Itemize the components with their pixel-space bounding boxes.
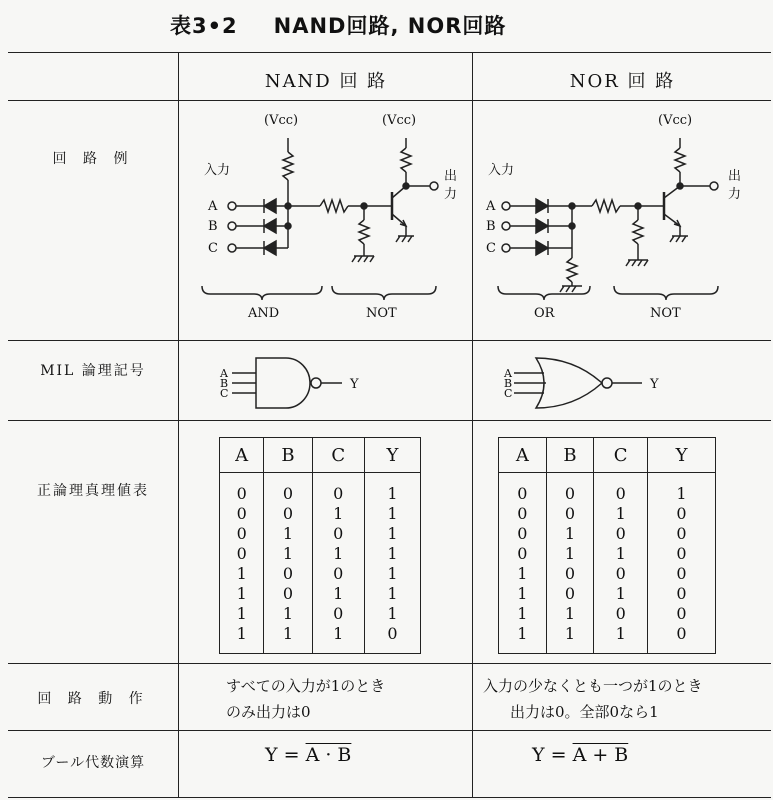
- nand-cell: 0: [312, 523, 364, 543]
- table-border-bottom: [8, 797, 771, 798]
- nand-output-cell: 0: [364, 623, 420, 654]
- nand-output-cell: 1: [364, 503, 420, 523]
- row-label-mil: MIL 論理記号: [40, 363, 146, 379]
- base-resistor-icon: [359, 220, 369, 244]
- nor-output-cell: 1: [648, 473, 716, 504]
- nor-cell: 0: [546, 503, 594, 523]
- table-row: [220, 523, 421, 543]
- nand-output-cell: 1: [364, 543, 420, 563]
- nor-input-a-terminal: [502, 202, 510, 210]
- nand-cell: 1: [264, 623, 312, 654]
- nor-cell: 1: [546, 523, 594, 543]
- nand-operation-line-2: のみ出力は0: [226, 703, 311, 721]
- nor-cell: 0: [499, 503, 547, 523]
- nand-symbol-c: C: [220, 387, 229, 400]
- nor-input-a-label: A: [486, 199, 496, 214]
- diode-b-icon: [264, 219, 276, 233]
- nand-column-header: NAND 回 路: [264, 71, 388, 92]
- nand-input-label: 入力: [204, 163, 231, 178]
- nand-cell: 0: [220, 473, 264, 504]
- nand-cell: 1: [220, 623, 264, 654]
- nor-boolean-lhs: Y =: [532, 744, 567, 766]
- nor-not-brace: [614, 286, 718, 300]
- table-row: [220, 473, 421, 504]
- row-label-truth: 正論理真理値表: [37, 483, 149, 499]
- table-border-top: [8, 52, 771, 53]
- nand-symbol-b: B: [220, 377, 229, 390]
- nor-output-cell: 0: [648, 583, 716, 603]
- nor-output-label-1: 出: [728, 169, 742, 184]
- nor-cell: 1: [499, 623, 547, 654]
- nand-output-cell: 1: [364, 523, 420, 543]
- nor-base-resistor-icon: [633, 220, 643, 244]
- collector-resistor-icon: [401, 148, 411, 172]
- nor-cell: 1: [546, 543, 594, 563]
- nor-header-b: B: [546, 438, 594, 473]
- nand-output-label-2: 力: [444, 187, 458, 202]
- nand-cell: 1: [312, 503, 364, 523]
- nand-operation-line-1: すべての入力が1のとき: [226, 677, 386, 695]
- nor-or-label: OR: [534, 306, 555, 321]
- nand-output-cell: 1: [364, 473, 420, 504]
- table-row: [499, 563, 716, 583]
- nand-cell: 1: [220, 603, 264, 623]
- nor-output-cell: 0: [648, 543, 716, 563]
- table-title: [170, 10, 506, 40]
- nor-output-cell: 0: [648, 603, 716, 623]
- nand-cell: 0: [264, 473, 312, 504]
- nand-input-c-terminal: [228, 244, 236, 252]
- nor-truth-table: [498, 437, 716, 654]
- nor-gate-symbol: [474, 342, 771, 418]
- nand-gate-body-icon: [256, 358, 310, 408]
- table-row: [499, 503, 716, 523]
- table-row: [499, 583, 716, 603]
- nor-input-c-label: C: [486, 241, 496, 256]
- nor-vcc: (Vcc): [658, 113, 693, 128]
- nand-output-label-1: 出: [444, 169, 458, 184]
- nand-symbol-y: Y: [350, 377, 359, 392]
- col-divider-1: [178, 52, 179, 798]
- nor-cell: 1: [594, 543, 648, 563]
- nor-header-a: A: [499, 438, 547, 473]
- nand-cell: 0: [220, 503, 264, 523]
- table-row: [220, 563, 421, 583]
- nand-gate-symbol: [180, 342, 472, 418]
- pullup-resistor-icon: [283, 152, 293, 180]
- nor-symbol-b: B: [504, 377, 513, 390]
- nand-input-a-label: A: [208, 199, 218, 214]
- nor-diode-a-icon: [536, 199, 548, 213]
- nand-vcc-right: (Vcc): [382, 113, 417, 128]
- row-divider-3: [8, 663, 771, 664]
- nor-cell: 0: [499, 523, 547, 543]
- and-brace: [202, 286, 322, 300]
- nor-output-cell: 0: [648, 523, 716, 543]
- table-row: [220, 603, 421, 623]
- row-label-operation: 回 路 動 作: [37, 691, 149, 707]
- nor-boolean: [532, 744, 628, 766]
- nand-cell: 0: [220, 543, 264, 563]
- table-row: [220, 503, 421, 523]
- nor-cell: 0: [546, 583, 594, 603]
- nand-output-terminal: [430, 182, 438, 190]
- nor-pulldown-resistor-icon: [567, 258, 577, 282]
- nor-diode-b-icon: [536, 219, 548, 233]
- nand-cell: 0: [312, 563, 364, 583]
- nor-cell: 0: [546, 563, 594, 583]
- nor-input-label: 入力: [488, 163, 515, 178]
- nor-output-terminal: [710, 182, 718, 190]
- nor-cell: 1: [499, 603, 547, 623]
- nor-input-c-terminal: [502, 244, 510, 252]
- nand-truth-table: [219, 437, 421, 654]
- nor-cell: 1: [546, 623, 594, 654]
- nor-diode-c-icon: [536, 241, 548, 255]
- nand-cell: 1: [312, 623, 364, 654]
- nand-cell: 1: [220, 563, 264, 583]
- diode-a-icon: [264, 199, 276, 213]
- nor-input-b-label: B: [486, 219, 496, 234]
- nand-cell: 0: [264, 583, 312, 603]
- nor-symbol-c: C: [504, 387, 513, 400]
- nor-symbol-a: A: [504, 367, 512, 380]
- nor-input-b-terminal: [502, 222, 510, 230]
- or-brace: [498, 286, 590, 300]
- nand-cell: 0: [220, 523, 264, 543]
- nor-cell: 1: [594, 583, 648, 603]
- nand-cell: 0: [264, 563, 312, 583]
- nor-boolean-rhs: A + B: [572, 744, 629, 766]
- nor-cell: 0: [499, 473, 547, 504]
- nand-header-b: B: [264, 438, 312, 473]
- nor-output-cell: 0: [648, 623, 716, 654]
- table-row: [499, 623, 716, 654]
- table-row: [499, 543, 716, 563]
- nor-output-label-2: 力: [728, 187, 742, 202]
- table-row: [499, 473, 716, 504]
- nor-cell: 0: [594, 473, 648, 504]
- nor-operation-line-2: 出力は0。全部0なら1: [510, 703, 659, 721]
- nand-header-a: A: [220, 438, 264, 473]
- nand-cell: 0: [312, 473, 364, 504]
- nand-not-label: NOT: [366, 306, 397, 321]
- diode-c-icon: [264, 241, 276, 255]
- nand-input-c-label: C: [208, 241, 218, 256]
- header-divider: [8, 100, 771, 101]
- nand-cell: 1: [312, 583, 364, 603]
- table-row: [220, 543, 421, 563]
- row-divider-4: [8, 730, 771, 731]
- table-row: [220, 623, 421, 654]
- nand-cell: 1: [312, 543, 364, 563]
- nor-cell: 0: [546, 473, 594, 504]
- nor-circuit-diagram: [474, 102, 771, 338]
- nor-header-c: C: [594, 438, 648, 473]
- nand-cell: 1: [220, 583, 264, 603]
- nor-output-cell: 0: [648, 503, 716, 523]
- nand-cell: 1: [264, 603, 312, 623]
- col-divider-2: [472, 52, 473, 798]
- table-row: [220, 583, 421, 603]
- nand-cell: 1: [264, 523, 312, 543]
- nor-cell: 1: [499, 563, 547, 583]
- table-title-text: NAND回路, NOR回路: [273, 14, 507, 38]
- nand-output-cell: 1: [364, 583, 420, 603]
- nand-output-cell: 1: [364, 563, 420, 583]
- row-label-boolean: ブール代数演算: [40, 755, 146, 771]
- nor-collector-resistor-icon: [675, 148, 685, 172]
- nor-bubble-icon: [602, 378, 612, 388]
- nand-input-b-label: B: [208, 219, 218, 234]
- nand-input-a-terminal: [228, 202, 236, 210]
- nand-cell: 1: [264, 543, 312, 563]
- nor-output-cell: 0: [648, 563, 716, 583]
- nor-cell: 0: [499, 543, 547, 563]
- nand-bubble-icon: [311, 378, 321, 388]
- nor-symbol-y: Y: [650, 377, 659, 392]
- nor-operation-line-1: 入力の少なくとも一つが1のとき: [483, 677, 703, 695]
- nor-cell: 1: [594, 623, 648, 654]
- nor-series-resistor-icon: [592, 200, 620, 212]
- nand-circuit-diagram: [180, 102, 472, 338]
- not-brace: [332, 286, 436, 300]
- table-number: 表3•2: [170, 14, 238, 38]
- nand-input-b-terminal: [228, 222, 236, 230]
- table-row: [499, 523, 716, 543]
- nand-symbol-a: A: [220, 367, 228, 380]
- nor-column-header: NOR 回 路: [569, 71, 676, 92]
- series-resistor-icon: [320, 200, 348, 212]
- nor-cell: 0: [594, 563, 648, 583]
- nand-header-c: C: [312, 438, 364, 473]
- nor-not-label: NOT: [650, 306, 681, 321]
- nor-cell: 1: [546, 603, 594, 623]
- nand-boolean-rhs: A · B: [305, 744, 352, 766]
- nor-cell: 1: [499, 583, 547, 603]
- nor-cell: 0: [594, 523, 648, 543]
- row-divider-2: [8, 420, 771, 421]
- nand-header-y: Y: [364, 438, 420, 473]
- nand-boolean-lhs: Y =: [265, 744, 300, 766]
- row-label-circuit: 回 路 例: [52, 151, 134, 167]
- nor-header-y: Y: [648, 438, 716, 473]
- nand-vcc-left: (Vcc): [264, 113, 299, 128]
- nand-and-label: AND: [248, 306, 280, 321]
- table-row: [499, 603, 716, 623]
- row-divider-1: [8, 340, 771, 341]
- nand-cell: 0: [312, 603, 364, 623]
- nor-cell: 0: [594, 603, 648, 623]
- nand-boolean: [265, 744, 351, 766]
- nor-cell: 1: [594, 503, 648, 523]
- nand-output-cell: 1: [364, 603, 420, 623]
- nand-cell: 0: [264, 503, 312, 523]
